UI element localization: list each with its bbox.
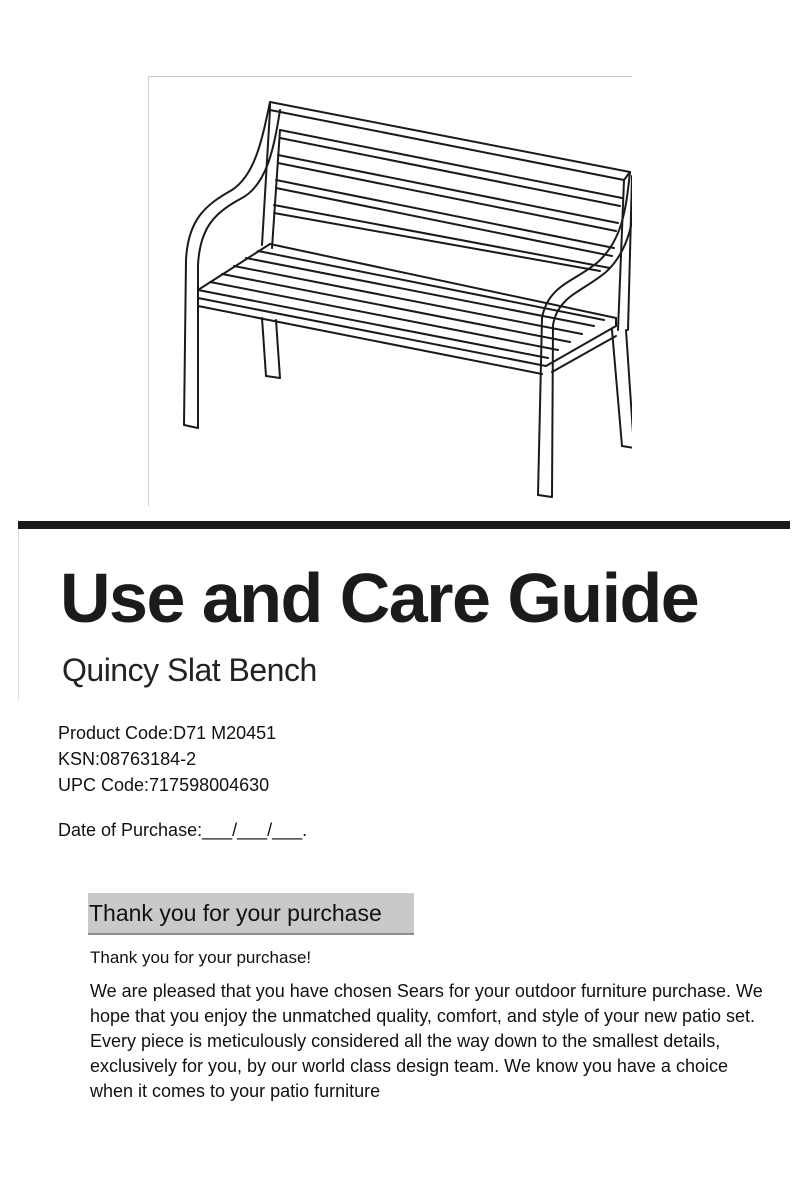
ksn-code: KSN:08763184-2 [58,749,197,769]
product-name: Quincy Slat Bench [62,652,317,688]
bench-right-arm [538,172,632,497]
greeting-text: Thank you for your purchase! [90,948,312,967]
body-paragraph: We are pleased that you have chosen Sears for your outdoor furniture purchase. We hope that you enjoy the unmatched quality, comfort, and style of your new patio set. Every piece is meticulously considered all the way down to the smallest details, exclusively for you, by our world class design team. We know you have a choice when it comes to your patio furniture [90,981,763,1101]
product-code: Product Code:D71 M20451 [58,723,277,743]
date-of-purchase: Date of Purchase:___/___/___. [58,820,308,840]
divider-side-line [18,529,19,701]
section-divider [18,521,790,529]
bench-illustration [148,76,632,506]
bench-left-arm [184,102,280,428]
bench-backrest [262,102,632,330]
product-codes [58,720,276,798]
section-heading: Thank you for your purchase [88,893,414,935]
upc-code: UPC Code:717598004630 [58,775,270,795]
page-title: Use and Care Guide [60,559,699,637]
